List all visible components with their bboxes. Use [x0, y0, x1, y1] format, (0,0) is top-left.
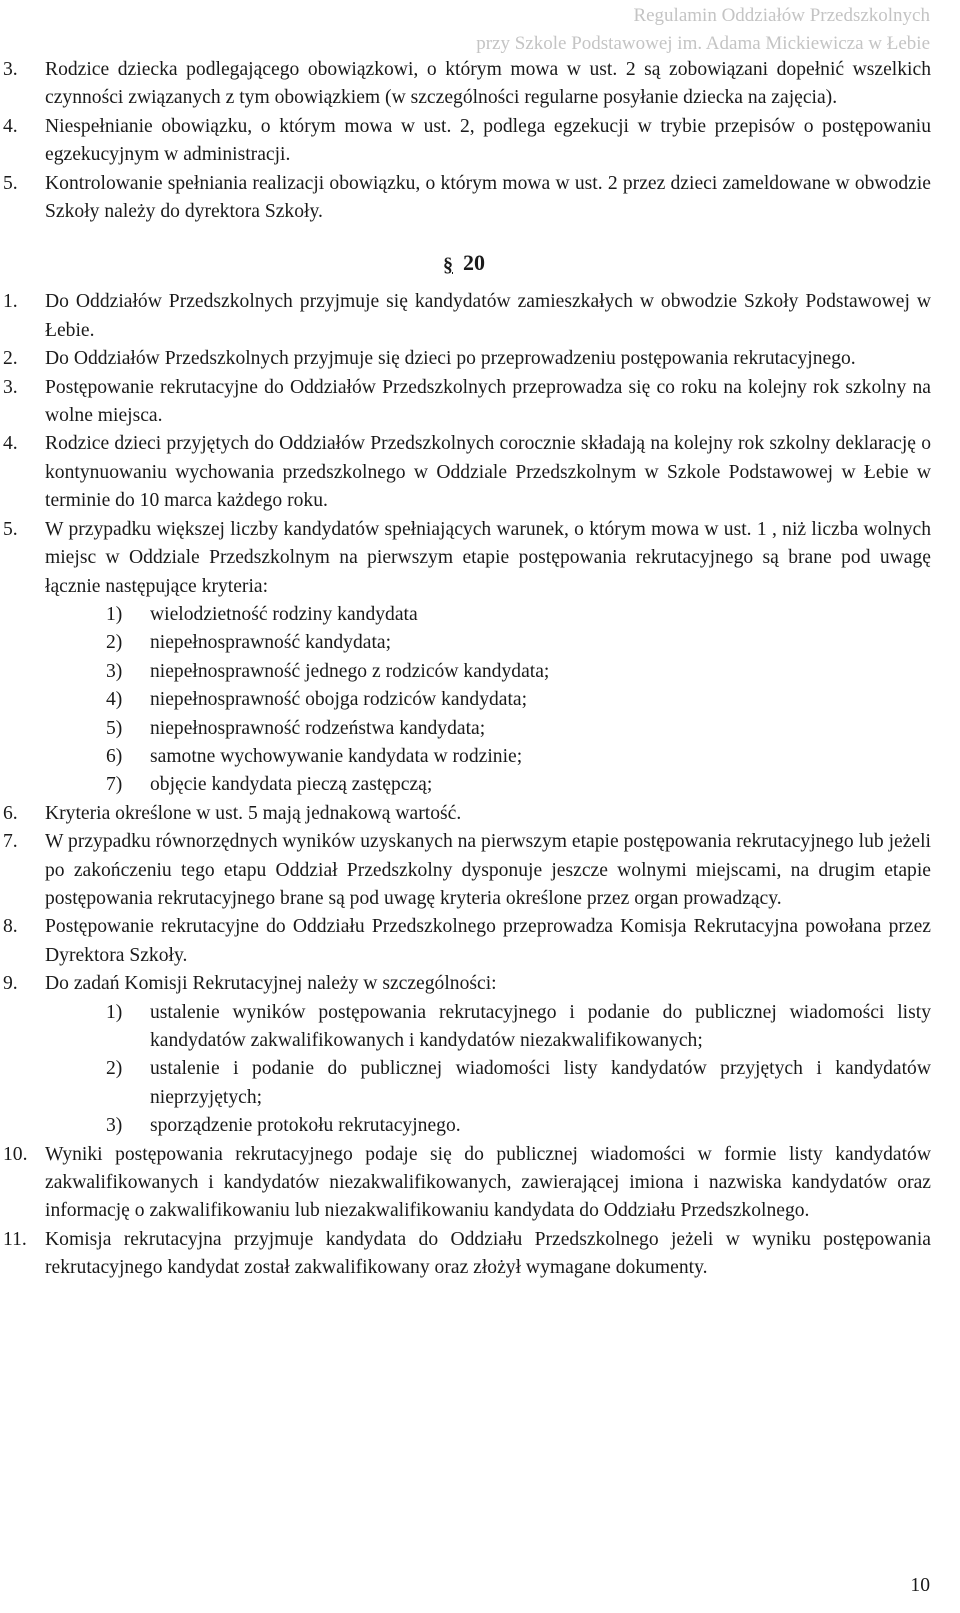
- sub-list-item-number: 2): [106, 1058, 123, 1080]
- list-item: [0, 56, 960, 113]
- sub-list-item: [0, 601, 960, 629]
- sub-list-item: [0, 1055, 960, 1112]
- sub-list-item: [0, 686, 960, 714]
- sub-list-item-text: ustalenie i podanie do publicznej wiadomości listy kandydatów przyjętych i kandydatów nieprzyjętych;: [150, 1058, 931, 1108]
- list-item-number: 10.: [3, 1143, 28, 1165]
- list-item-number: 6.: [3, 802, 18, 824]
- list-item-number: 2.: [3, 348, 18, 370]
- sub-list-item: [0, 771, 960, 799]
- sub-list-item-text: samotne wychowywanie kandydata w rodzinie;: [150, 745, 523, 767]
- list-item: [0, 1141, 960, 1226]
- list-item-text: Postępowanie rekrutacyjne do Oddziału Przedszkolnego przeprowadza Komisja Rekrutacyjna powołana przez Dyrektora Szkoły.: [45, 916, 931, 966]
- section-number: 20: [463, 250, 485, 276]
- list-item-text: Rodzice dzieci przyjętych do Oddziałów Przedszkolnych corocznie składają na kolejny rok szkolny deklarację o kontynuowaniu wychowania przedszkolnego w Oddziale Przedszkolnym w Szkole Podstawowej w Łebie w terminie do 10 marca każdego roku.: [45, 433, 931, 512]
- sub-list-item: [0, 715, 960, 743]
- list-item-number: 3.: [3, 59, 18, 80]
- list-item: [0, 828, 960, 913]
- list-item-text: Postępowanie rekrutacyjne do Oddziałów Przedszkolnych przeprowadza się co roku na kolejny rok szkolny na wolne miejsca.: [45, 376, 931, 427]
- sub-list-item-number: 5): [106, 717, 123, 739]
- sub-list-item-number: 7): [106, 774, 123, 796]
- sub-list-item: [0, 658, 960, 686]
- sub-list-item-number: 4): [106, 689, 123, 711]
- running-header-line-2: przy Szkole Podstawowej im. Adama Mickiewicza w Łebie: [476, 33, 930, 54]
- sub-list-item: [0, 629, 960, 657]
- sub-list-item-text: niepełnosprawność obojga rodziców kandydata;: [150, 689, 528, 711]
- running-header-line-1: Regulamin Oddziałów Przedszkolnych: [633, 5, 930, 26]
- sub-list-item: [0, 743, 960, 771]
- page-number: 10: [910, 1575, 930, 1596]
- sub-list-item: [0, 999, 960, 1056]
- list-item-number: 3.: [3, 376, 18, 398]
- sub-list-item-text: niepełnosprawność jednego z rodziców kandydata;: [150, 660, 550, 682]
- list-item-text: Kontrolowanie spełniania realizacji obowiązku, o którym mowa w ust. 2 przez dzieci zameldowane w obwodzie Szkoły należy do dyrektora Szkoły.: [45, 172, 931, 223]
- list-item: [0, 430, 960, 515]
- list-item-number: 9.: [3, 973, 18, 995]
- list-item-text: Do Oddziałów Przedszkolnych przyjmuje się dzieci po przeprowadzeniu postępowania rekrutacyjnego.: [45, 348, 856, 370]
- list-item: [0, 374, 960, 431]
- list-item-text: Kryteria określone w ust. 5 mają jednakową wartość.: [45, 802, 462, 824]
- sub-list-item-number: 1): [106, 603, 123, 625]
- list-item: [0, 1226, 960, 1283]
- list-item-number: 5.: [3, 518, 18, 540]
- list-item-text: W przypadku większej liczby kandydatów spełniających warunek, o którym mowa w ust. 1 , niż liczba wolnych miejsc w Oddziale Przedszkolnym na pierwszym etapie postępowania rekrutacyjnego są brane pod uwagę łącznie następujące kryteria:: [45, 518, 931, 597]
- list-item-text: Komisja rekrutacyjna przyjmuje kandydata do Oddziału Przedszkolnego jeżeli w wyniku postępowania rekrutacyjnego kandydat został zakwalifikowany oraz złożył wymagane dokumenty.: [45, 1228, 931, 1279]
- sub-list-item-number: 3): [106, 660, 123, 682]
- list-item: [0, 913, 960, 970]
- list-item: [0, 113, 960, 170]
- list-item: [0, 800, 960, 828]
- sub-list-item: [0, 1112, 960, 1140]
- section-20-list: [0, 288, 960, 1282]
- list-item-number: 7.: [3, 831, 18, 853]
- sub-list: [0, 999, 960, 1141]
- list-item: [0, 170, 960, 227]
- sub-list-item-text: wielodzietność rodziny kandydata: [150, 603, 418, 625]
- sub-list-item-text: niepełnosprawność rodzeństwa kandydata;: [150, 717, 486, 739]
- sub-list-item-text: niepełnosprawność kandydata;: [150, 632, 392, 654]
- section-symbol: §: [443, 254, 453, 277]
- sub-list-item-number: 2): [106, 632, 123, 654]
- sub-list: [0, 601, 960, 800]
- previous-section-list: [0, 56, 960, 226]
- list-item-number: 5.: [3, 172, 18, 194]
- sub-list-item-number: 3): [106, 1115, 123, 1137]
- list-item-number: 1.: [3, 291, 18, 313]
- running-header: [230, 2, 930, 58]
- list-item-number: 4.: [3, 115, 18, 137]
- list-item: [0, 345, 960, 373]
- list-item-text: Do zadań Komisji Rekrutacyjnej należy w szczególności:: [45, 973, 497, 995]
- list-item-text: W przypadku równorzędnych wyników uzyskanych na pierwszym etapie postępowania rekrutacyjnego lub jeżeli po zakończeniu tego etapu Oddział Przedszkolny dysponuje jeszcze wolnymi miejscami, na drugim etapie postępowania rekrutacyjnego brane są pod uwagę kryteria określone przez organ prowadzący.: [45, 831, 931, 909]
- list-item: [0, 516, 960, 601]
- list-item-number: 4.: [3, 433, 18, 455]
- sub-list-item-number: 1): [106, 1001, 123, 1023]
- list-item-number: 11.: [3, 1228, 27, 1250]
- list-item-text: Wyniki postępowania rekrutacyjnego podaje się do publicznej wiadomości w formie listy kandydatów zakwalifikowanych i kandydatów niezakwalifikowanych, zawierającej imiona i nazwiska kandydatów oraz informację o zakwalifikowaniu lub niezakwalifikowaniu kandydata do Oddziału Przedszkolnego.: [45, 1143, 931, 1222]
- section-heading: [0, 242, 960, 288]
- list-item-text: Rodzice dziecka podlegającego obowiązkowi, o którym mowa w ust. 2 są zobowiązani dopełnić wszelkich czynności związanych z tym obowiązkiem (w szczególności regularne posyłanie dziecka na zajęcia).: [45, 59, 931, 109]
- list-item: [0, 970, 960, 998]
- list-item-number: 8.: [3, 916, 18, 938]
- sub-list-item-text: objęcie kandydata pieczą zastępczą;: [150, 774, 433, 796]
- document-body: [0, 56, 960, 1283]
- sub-list-item-number: 6): [106, 745, 123, 767]
- sub-list-item-text: ustalenie wyników postępowania rekrutacyjnego i podanie do publicznej wiadomości listy kandydatów zakwalifikowanych i kandydatów niezakwalifikowanych;: [150, 1001, 931, 1051]
- list-item-text: Niespełnianie obowiązku, o którym mowa w ust. 2, podlega egzekucji w trybie przepisów o postępowaniu egzekucyjnym w administracji.: [45, 115, 931, 166]
- list-item: [0, 288, 960, 345]
- list-item-text: Do Oddziałów Przedszkolnych przyjmuje się kandydatów zamieszkałych w obwodzie Szkoły Podstawowej w Łebie.: [45, 291, 931, 341]
- sub-list-item-text: sporządzenie protokołu rekrutacyjnego.: [150, 1115, 461, 1137]
